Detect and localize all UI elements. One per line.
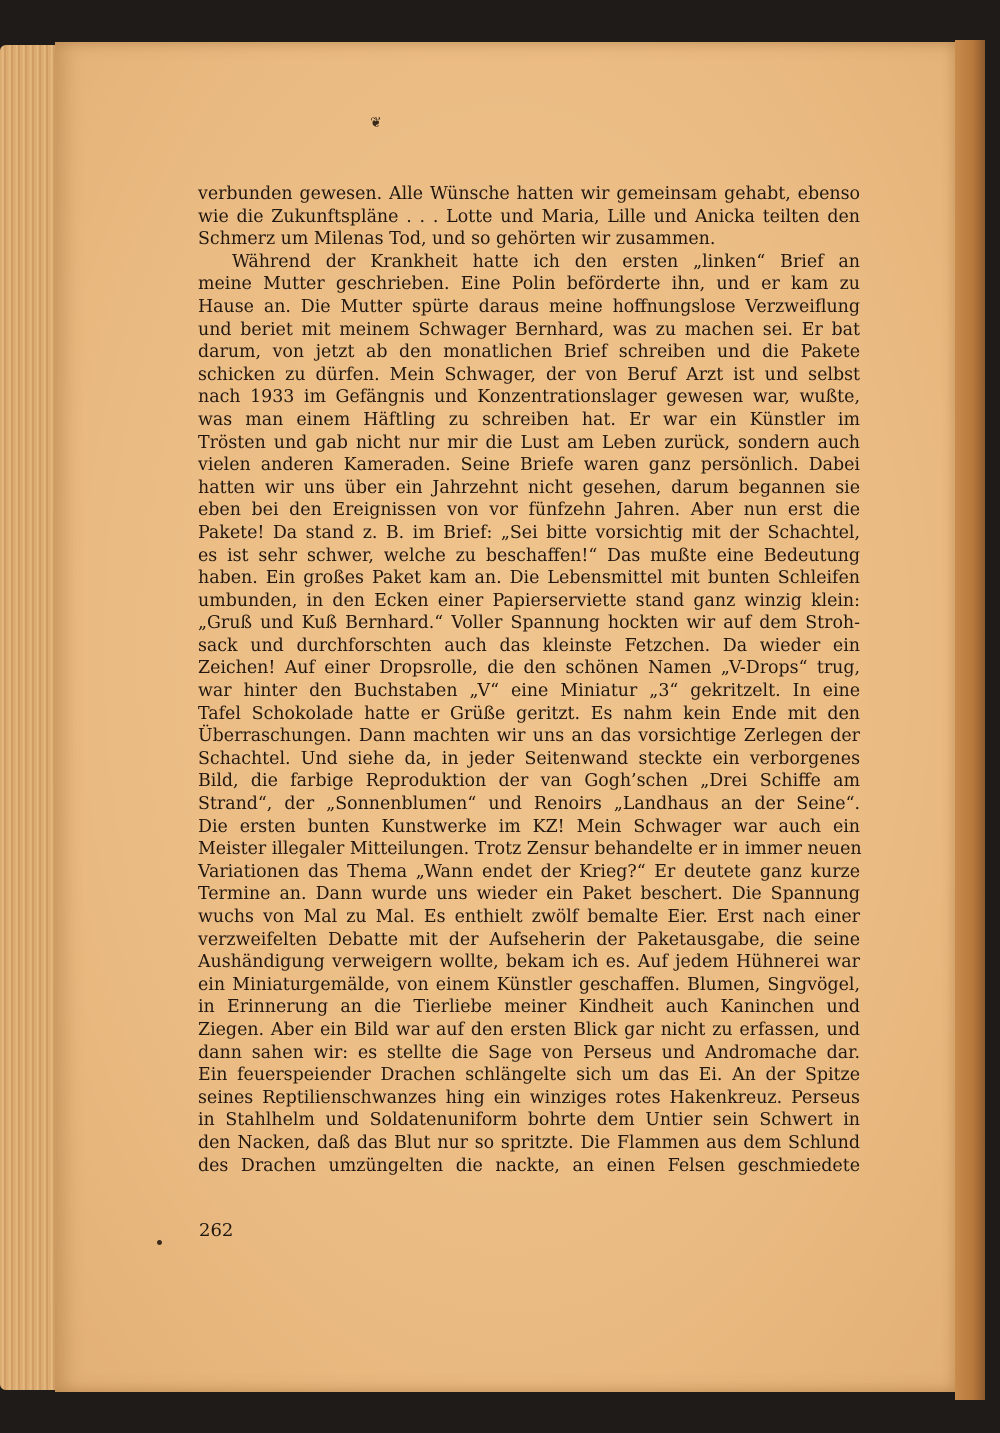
text-line: dann sahen wir: es stellte die Sage von Perseus und Andromache dar.	[198, 1042, 860, 1063]
text-line: verbunden gewesen. Alle Wünsche hatten wir gemeinsam gehabt, ebenso	[198, 184, 860, 204]
text-line: Ein feuerspeiender Drachen schlängelte sich um das Ei. An der Spitze	[198, 1065, 860, 1086]
text-line: haben. Ein großes Paket kam an. Die Lebensmittel mit bunten Schleifen	[198, 568, 860, 589]
text-line: Pakete! Da stand z. B. im Brief: „Sei bitte vorsichtig mit der Schachtel,	[198, 522, 860, 543]
text-line: meine Mutter geschrieben. Eine Polin beförderte ihn, und er kam zu	[198, 274, 860, 295]
text-line: wuchs von Mal zu Mal. Es enthielt zwölf bemalte Eier. Erst nach einer	[198, 907, 860, 927]
text-line: in Stahlhelm und Soldatenuniform bohrte dem Untier sein Schwert in	[198, 1110, 860, 1131]
body-text	[198, 183, 860, 1177]
text-line: „Gruß und Kuß Bernhard.“ Voller Spannung hockten wir auf dem Stroh-	[198, 613, 860, 634]
text-line: ein Miniaturgemälde, von einem Künstler geschaffen. Blumen, Singvögel,	[198, 974, 860, 995]
text-line: schicken zu dürfen. Mein Schwager, der von Beruf Arzt ist und selbst	[198, 364, 860, 385]
text-line: hatten wir uns über ein Jahrzehnt nicht gesehen, darum begannen sie	[198, 477, 860, 498]
book-spine-edge	[955, 40, 985, 1400]
text-line: wie die Zukunftspläne . . . Lotte und Maria, Lille und Anicka teilten den	[198, 206, 860, 227]
text-line: in Erinnerung an die Tierliebe meiner Kindheit auch Kaninchen und	[198, 997, 860, 1018]
text-line: Aushändigung verweigern wollte, bekam ich es. Auf jedem Hühnerei war	[198, 952, 860, 973]
text-line: seines Reptilienschwanzes hing ein winziges rotes Hakenkreuz. Perseus	[198, 1087, 860, 1108]
margin-dot	[157, 1240, 162, 1245]
ornament-mark: ❦	[370, 115, 382, 131]
text-line: und beriet mit meinem Schwager Bernhard, was zu machen sei. Er bat	[198, 319, 860, 340]
text-line: nach 1933 im Gefängnis und Konzentrationslager gewesen war, wußte,	[198, 387, 860, 408]
text-line: Strand“, der „Sonnenblumen“ und Renoirs „Landhaus an der Seine“.	[198, 794, 860, 815]
text-line: Überraschungen. Dann machten wir uns an das vorsichtige Zerlegen der	[198, 726, 860, 747]
text-line: was man einem Häftling zu schreiben hat. Er war ein Künstler im	[198, 409, 860, 430]
text-line: Bild, die farbige Reproduktion der van Gogh’schen „Drei Schiffe am	[198, 771, 860, 792]
text-line: eben bei den Ereignissen von vor fünfzehn Jahren. Aber nun erst die	[198, 500, 860, 521]
text-line: es ist sehr schwer, welche zu beschaffen!“ Das mußte eine Bedeutung	[198, 545, 860, 566]
text-line: vielen anderen Kameraden. Seine Briefe waren ganz persönlich. Dabei	[198, 455, 860, 476]
text-line: Die ersten bunten Kunstwerke im KZ! Mein Schwager war auch ein	[198, 816, 860, 837]
text-line: Termine an. Dann wurde uns wieder ein Paket beschert. Die Spannung	[198, 884, 860, 905]
text-line: Variationen das Thema „Wann endet der Krieg?“ Er deutete ganz kurze	[198, 861, 860, 882]
text-line: darum, von jetzt ab den monatlichen Brief schreiben und die Pakete	[198, 342, 860, 363]
text-line: war hinter den Buchstaben „V“ eine Miniatur „3“ gekritzelt. In eine	[198, 681, 860, 702]
text-line: sack und durchforschten auch das kleinste Fetzchen. Da wieder ein	[198, 635, 860, 656]
text-line: verzweifelten Debatte mit der Aufseherin der Paketausgabe, die seine	[198, 929, 860, 950]
page-number: 262	[199, 1220, 234, 1241]
text-line: Tafel Schokolade hatte er Grüße geritzt. Es nahm kein Ende mit den	[198, 703, 860, 724]
text-line: Schmerz um Milenas Tod, und so gehörten wir zusammen.	[198, 229, 716, 250]
text-line: Ziegen. Aber ein Bild war auf den ersten Blick gar nicht zu erfassen, und	[198, 1019, 860, 1040]
text-line: Trösten und gab nicht nur mir die Lust am Leben zurück, sondern auch	[198, 432, 860, 453]
text-line: den Nacken, daß das Blut nur so spritzte. Die Flammen aus dem Schlund	[198, 1132, 860, 1153]
text-line: Schachtel. Und siehe da, in jeder Seitenwand steckte ein verborgenes	[198, 748, 860, 769]
text-line: umbunden, in den Ecken einer Papierserviette stand ganz winzig klein:	[198, 590, 860, 611]
text-line: Zeichen! Auf einer Dropsrolle, die den schönen Namen „V-Drops“ trug,	[198, 658, 860, 679]
text-line: Während der Krankheit hatte ich den ersten „linken“ Brief an	[232, 251, 860, 272]
text-line: Meister illegaler Mitteilungen. Trotz Zensur behandelte er in immer neuen	[198, 839, 862, 860]
text-line: des Drachen umzüngelten die nackte, an einen Felsen geschmiedete	[198, 1155, 860, 1176]
text-line: Hause an. Die Mutter spürte daraus meine hoffnungslose Verzweiflung	[198, 296, 860, 317]
